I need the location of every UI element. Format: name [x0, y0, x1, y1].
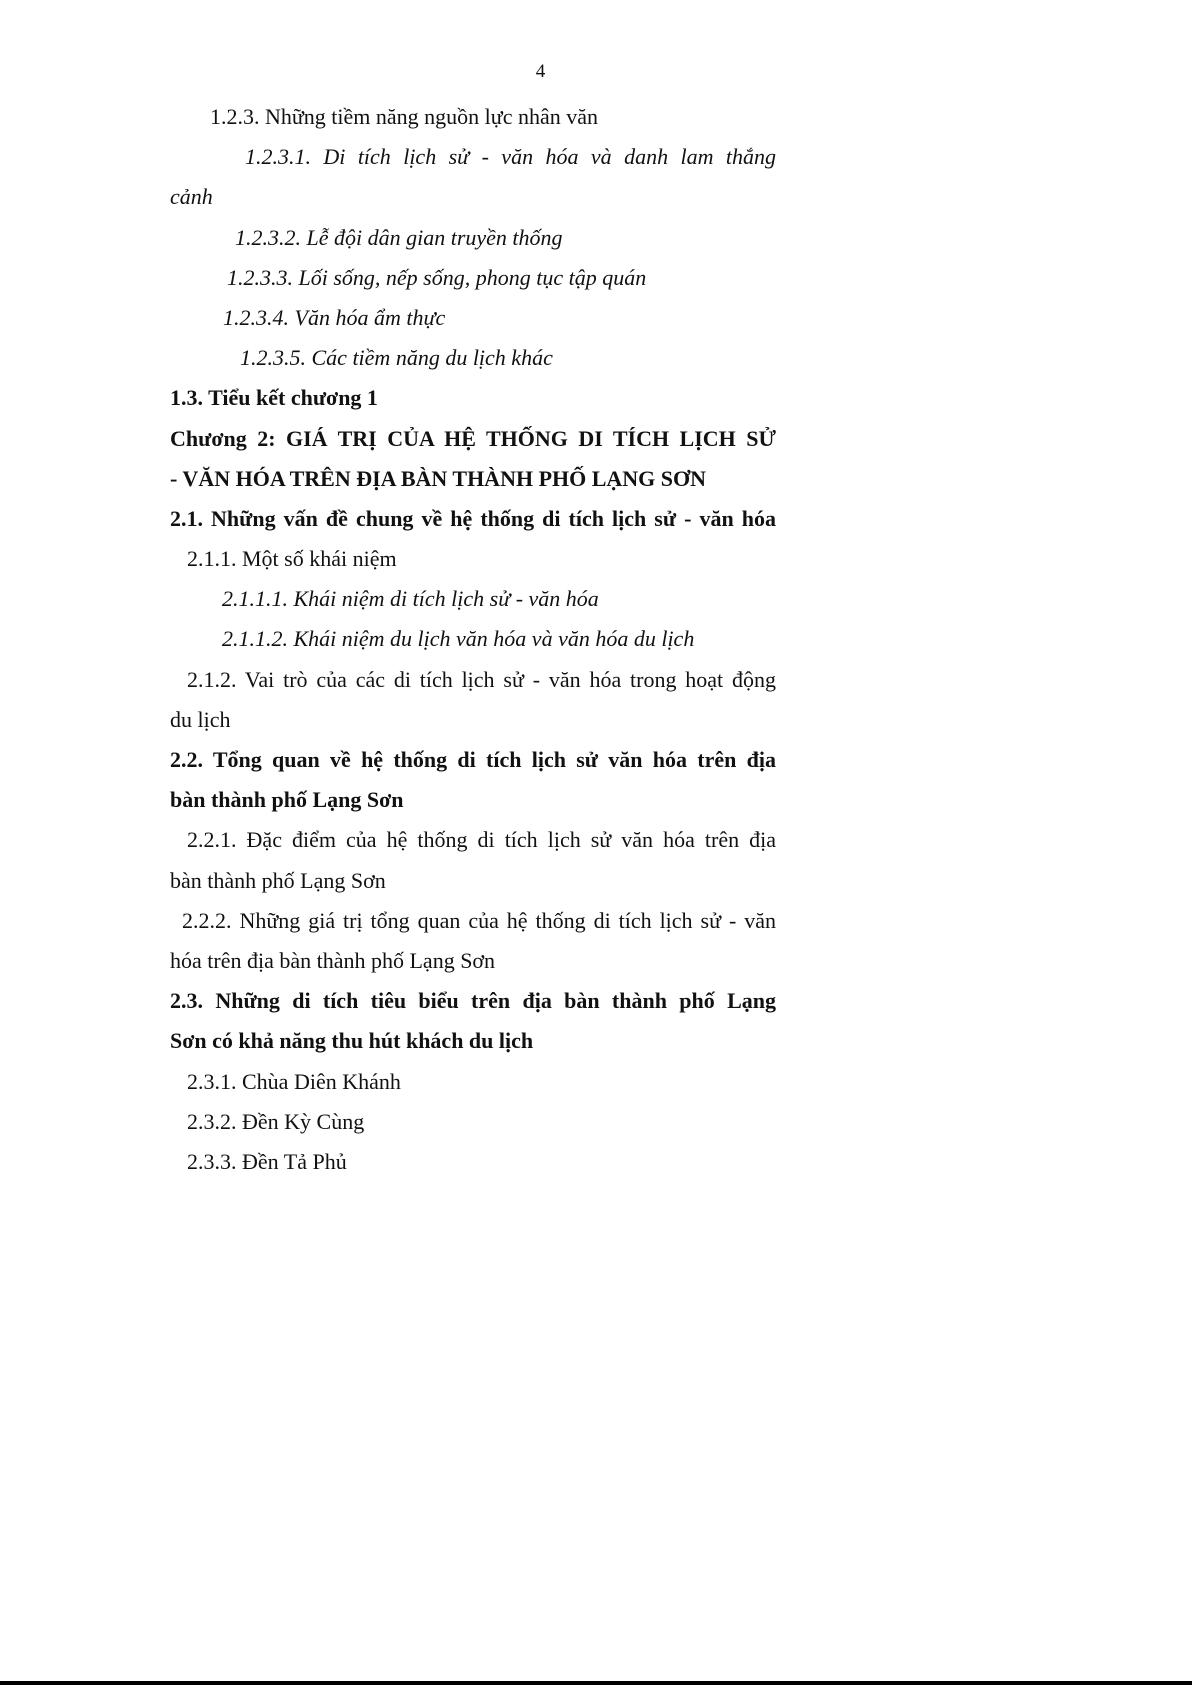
toc-entry-2-3-2: 2.3.2. Đền Kỳ Cùng [187, 1108, 365, 1134]
toc-entry-2-1-2-continued: du lịch [170, 706, 231, 732]
toc-entry-1-3: 1.3. Tiểu kết chương 1 [170, 385, 378, 411]
toc-entry-2-1: 2.1. Những vấn đề chung về hệ thống di tích lịch sử - văn hóa [170, 505, 776, 531]
toc-entry-2-2-1-continued: bàn thành phố Lạng Sơn [170, 867, 386, 893]
page-bottom-edge [0, 1681, 1192, 1685]
toc-entry-2-3: 2.3. Những di tích tiêu biểu trên địa bàn thành phố Lạng [170, 988, 776, 1014]
toc-entry-2-3-3: 2.3.3. Đền Tả Phủ [187, 1148, 347, 1174]
toc-entry-2-3-continued: Sơn có khả năng thu hút khách du lịch [170, 1028, 534, 1054]
toc-entry-2-1-2: 2.1.2. Vai trò của các di tích lịch sử - văn hóa trong hoạt động [187, 666, 776, 692]
toc-chapter-2-title: Chương 2: GIÁ TRỊ CỦA HỆ THỐNG DI TÍCH LỊCH SỬ [170, 425, 776, 451]
toc-entry-1-2-3-1-continued: cảnh [170, 184, 213, 210]
page-number: 4 [535, 61, 546, 82]
toc-entry-2-2-continued: bàn thành phố Lạng Sơn [170, 787, 404, 813]
toc-entry-2-1-1: 2.1.1. Một số khái niệm [187, 546, 397, 572]
toc-entry-2-2-2-continued: hóa trên địa bàn thành phố Lạng Sơn [170, 947, 496, 973]
toc-entry-2-1-1-2: 2.1.1.2. Khái niệm du lịch văn hóa và văn hóa du lịch [222, 626, 695, 652]
toc-entry-2-2-2: 2.2.2. Những giá trị tổng quan của hệ thống di tích lịch sử - văn [182, 907, 776, 933]
toc-entry-1-2-3-1: 1.2.3.1. Di tích lịch sử - văn hóa và danh lam thắng [245, 144, 776, 170]
table-of-contents [170, 97, 776, 1182]
toc-entry-1-2-3-4: 1.2.3.4. Văn hóa ẩm thực [223, 304, 446, 330]
toc-entry-2-3-1: 2.3.1. Chùa Diên Khánh [187, 1068, 401, 1094]
toc-entry-1-2-3: 1.2.3. Những tiềm năng nguồn lực nhân văn [210, 104, 599, 129]
toc-entry-2-2: 2.2. Tổng quan về hệ thống di tích lịch sử văn hóa trên địa [170, 747, 776, 772]
toc-chapter-2-title-continued: - VĂN HÓA TRÊN ĐỊA BÀN THÀNH PHỐ LẠNG SƠN [170, 465, 707, 491]
toc-entry-1-2-3-2: 1.2.3.2. Lễ đội dân gian truyền thống [235, 224, 563, 250]
toc-entry-1-2-3-3: 1.2.3.3. Lối sống, nếp sống, phong tục tập quán [227, 264, 647, 290]
toc-entry-2-1-1-1: 2.1.1.1. Khái niệm di tích lịch sử - văn hóa [222, 586, 599, 612]
toc-entry-2-2-1: 2.2.1. Đặc điểm của hệ thống di tích lịch sử văn hóa trên địa [187, 827, 776, 853]
toc-entry-1-2-3-5: 1.2.3.5. Các tiềm năng du lịch khác [240, 345, 553, 371]
